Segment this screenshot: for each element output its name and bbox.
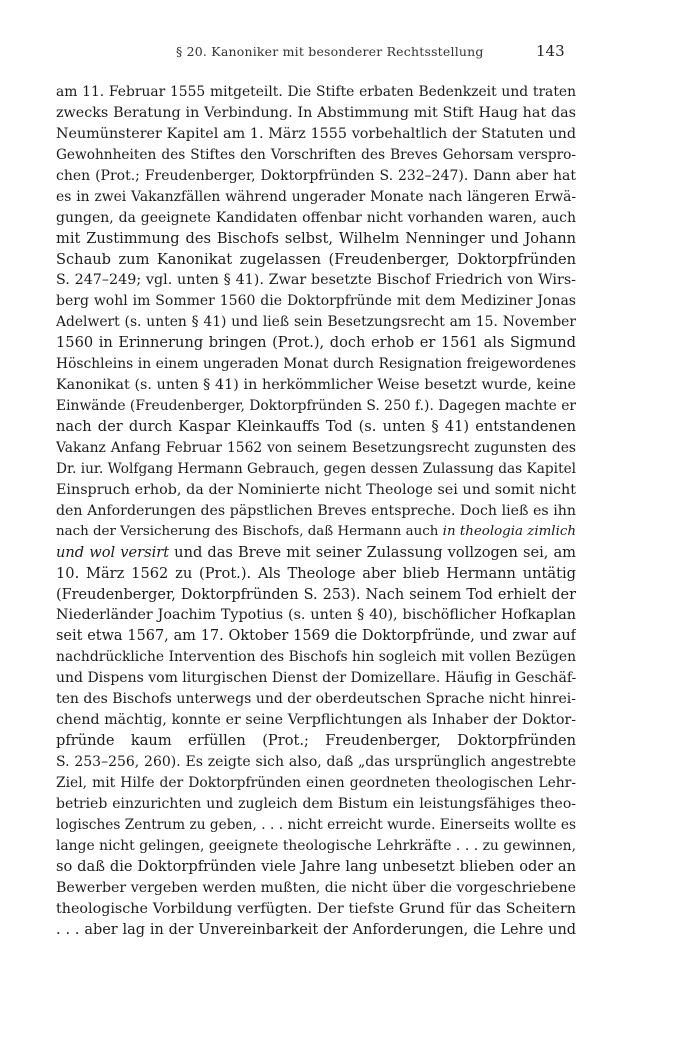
- text-line: [56, 124, 576, 145]
- text-segment: Niederländer Joachim Typotius (s. unten § 40), bischöflicher Hofkaplan: [56, 607, 576, 624]
- text-segment: es in zwei Vakanzfällen während ungerader Monate nach längeren Erwä-: [56, 188, 576, 205]
- text-line: [56, 773, 576, 794]
- running-head: [0, 42, 700, 62]
- text-segment: nach der durch Kaspar Kleinkauffs Tod (s. unten § 41) entstandenen: [56, 418, 576, 435]
- text-segment: am 11. Februar 1555 mitgeteilt. Die Stifte erbaten Bedenkzeit und traten: [56, 84, 576, 100]
- text-line: [56, 857, 576, 878]
- text-line: [56, 836, 576, 857]
- text-segment: Schaub zum Kanonikat zugelassen (Freudenberger, Doktorpfründen: [56, 250, 576, 268]
- text-line: [56, 354, 576, 375]
- text-line: [56, 564, 576, 585]
- running-head-title: § 20. Kanoniker mit besonderer Rechtsstellung: [176, 44, 484, 59]
- text-segment: Neumünsterer Kapitel am 1. März 1555 vorbehaltlich der Statuten und: [56, 125, 576, 142]
- text-segment: und Dispens vom liturgischen Dienst der Domizellare. Häufig in Geschäf-: [56, 670, 576, 687]
- text-segment: theologische Vorbildung verfügten. Der tiefste Grund für das Scheitern: [56, 900, 576, 917]
- text-segment: so daß die Doktorpfründen viele Jahre lang unbesetzt blieben oder an: [56, 857, 576, 875]
- text-segment: S. 253–256, 260). Es zeigte sich also, daß „das ursprünglich angestrebte: [56, 754, 576, 770]
- text-line: [56, 187, 576, 208]
- text-line: [56, 145, 576, 166]
- text-segment: Vakanz Anfang Februar 1562 von seinem Besetzungsrecht zugunsten des: [56, 439, 576, 456]
- text-line: [56, 438, 576, 459]
- text-segment: nach der Versicherung des Bischofs, daß Hermann auch: [56, 523, 443, 539]
- text-segment: den Anforderungen des päpstlichen Breves entspreche. Doch ließ es ihn: [56, 502, 576, 519]
- text-line: [56, 250, 576, 271]
- text-segment: 1560 in Erinnerung bringen (Prot.), doch erhob er 1561 als Sigmund: [56, 334, 576, 352]
- text-line: [56, 396, 576, 417]
- text-line: [56, 878, 576, 899]
- text-line: [56, 585, 576, 606]
- text-segment: . . . aber lag in der Unvereinbarkeit der Anforderungen, die Lehre und: [56, 921, 576, 938]
- text-segment: seit etwa 1567, am 17. Oktober 1569 die Doktorpfründe, und zwar auf: [56, 628, 576, 645]
- text-segment: Einspruch erhob, da der Nominierte nicht Theologe sei und somit nicht: [56, 481, 576, 498]
- text-segment: mit Zustimmung des Bischofs selbst, Wilhelm Nenninger und Johann: [56, 229, 576, 247]
- text-line: [56, 794, 576, 815]
- text-segment: betrieb einzurichten und zugleich dem Bistum ein leistungsfähiges theo-: [56, 795, 576, 812]
- text-segment: Einwände (Freudenberger, Doktorpfründen S. 250 f.). Dagegen machte er: [56, 398, 576, 415]
- text-segment: Höschleins in einem ungeraden Monat durch Resignation freigewordenes: [56, 356, 576, 373]
- text-line: [56, 689, 576, 710]
- text-line: [56, 668, 576, 689]
- italic-segment: in theologia zimlich: [442, 523, 576, 539]
- body-paragraph: [56, 82, 576, 940]
- text-line: [56, 647, 576, 668]
- text-line: [56, 731, 576, 752]
- text-line: [56, 626, 576, 647]
- text-line: [56, 543, 576, 564]
- text-segment: 10. März 1562 zu (Prot.). Als Theologe aber blieb Hermann untätig: [56, 564, 576, 582]
- text-segment: Kanonikat (s. unten § 41) in herkömmlicher Weise besetzt wurde, keine: [56, 377, 576, 394]
- text-line: [56, 501, 576, 522]
- text-line: [56, 166, 576, 187]
- italic-segment: und wol versirt: [56, 543, 170, 561]
- text-line: [56, 103, 576, 124]
- text-segment: Dr. iur. Wolfgang Hermann Gebrauch, gegen dessen Zulassung das Kapitel: [56, 460, 576, 477]
- text-segment: lange nicht gelingen, geeignete theologische Lehrkräfte . . . zu gewinnen,: [56, 837, 576, 854]
- text-segment: pfründe kaum erfüllen (Prot.; Freudenberger, Doktorpfründen: [56, 732, 576, 750]
- text-line: [56, 522, 576, 543]
- text-segment: chen (Prot.; Freudenberger, Doktorpfründen S. 232–247). Dann aber hat: [56, 167, 576, 184]
- text-line: [56, 480, 576, 501]
- text-line: [56, 899, 576, 920]
- text-line: [56, 333, 576, 354]
- text-segment: ten des Bischofs unterwegs und der oberdeutschen Sprache nicht hinrei-: [56, 691, 576, 708]
- text-segment: berg wohl im Sommer 1560 die Doktorpfründe mit dem Mediziner Jonas: [56, 293, 576, 310]
- text-line: [56, 82, 576, 103]
- text-segment: logisches Zentrum zu geben, . . . nicht erreicht wurde. Einerseits wollte es: [56, 816, 576, 833]
- text-line: [56, 417, 576, 438]
- text-line: [56, 459, 576, 480]
- text-line: [56, 920, 576, 941]
- text-segment: Bewerber vergeben werden mußten, die nicht über die vorgeschriebene: [56, 879, 576, 896]
- text-line: [56, 270, 576, 291]
- text-segment: gungen, da geeignete Kandidaten offenbar nicht vorhanden waren, auch: [56, 209, 576, 226]
- text-segment: Adelwert (s. unten § 41) und ließ sein Besetzungsrecht am 15. November: [56, 314, 576, 331]
- text-segment: zwecks Beratung in Verbindung. In Abstimmung mit Stift Haug hat das: [56, 104, 576, 121]
- text-segment: und das Breve mit seiner Zulassung vollzogen sei, am: [169, 543, 576, 561]
- text-line: [56, 229, 576, 250]
- text-line: [56, 291, 576, 312]
- text-line: [56, 312, 576, 333]
- text-segment: S. 247–249; vgl. unten § 41). Zwar besetzte Bischof Friedrich von Wirs-: [56, 272, 576, 289]
- text-line: [56, 710, 576, 731]
- text-segment: (Freudenberger, Doktorpfründen S. 253). Nach seinem Tod erhielt der: [56, 586, 576, 603]
- text-segment: nachdrückliche Intervention des Bischofs hin sogleich mit vollen Bezügen: [56, 649, 576, 666]
- text-line: [56, 605, 576, 626]
- text-line: [56, 815, 576, 836]
- text-segment: Ziel, mit Hilfe der Doktorpfründen einen geordneten theologischen Lehr-: [56, 774, 576, 791]
- text-segment: Gewohnheiten des Stiftes den Vorschriften des Breves Gehorsam verspro-: [56, 146, 576, 163]
- page-number: 143: [536, 42, 565, 60]
- text-line: [56, 208, 576, 229]
- text-segment: chend mächtig, konnte er seine Verpflichtungen als Inhaber der Doktor-: [56, 712, 576, 729]
- text-line: [56, 375, 576, 396]
- text-line: [56, 752, 576, 773]
